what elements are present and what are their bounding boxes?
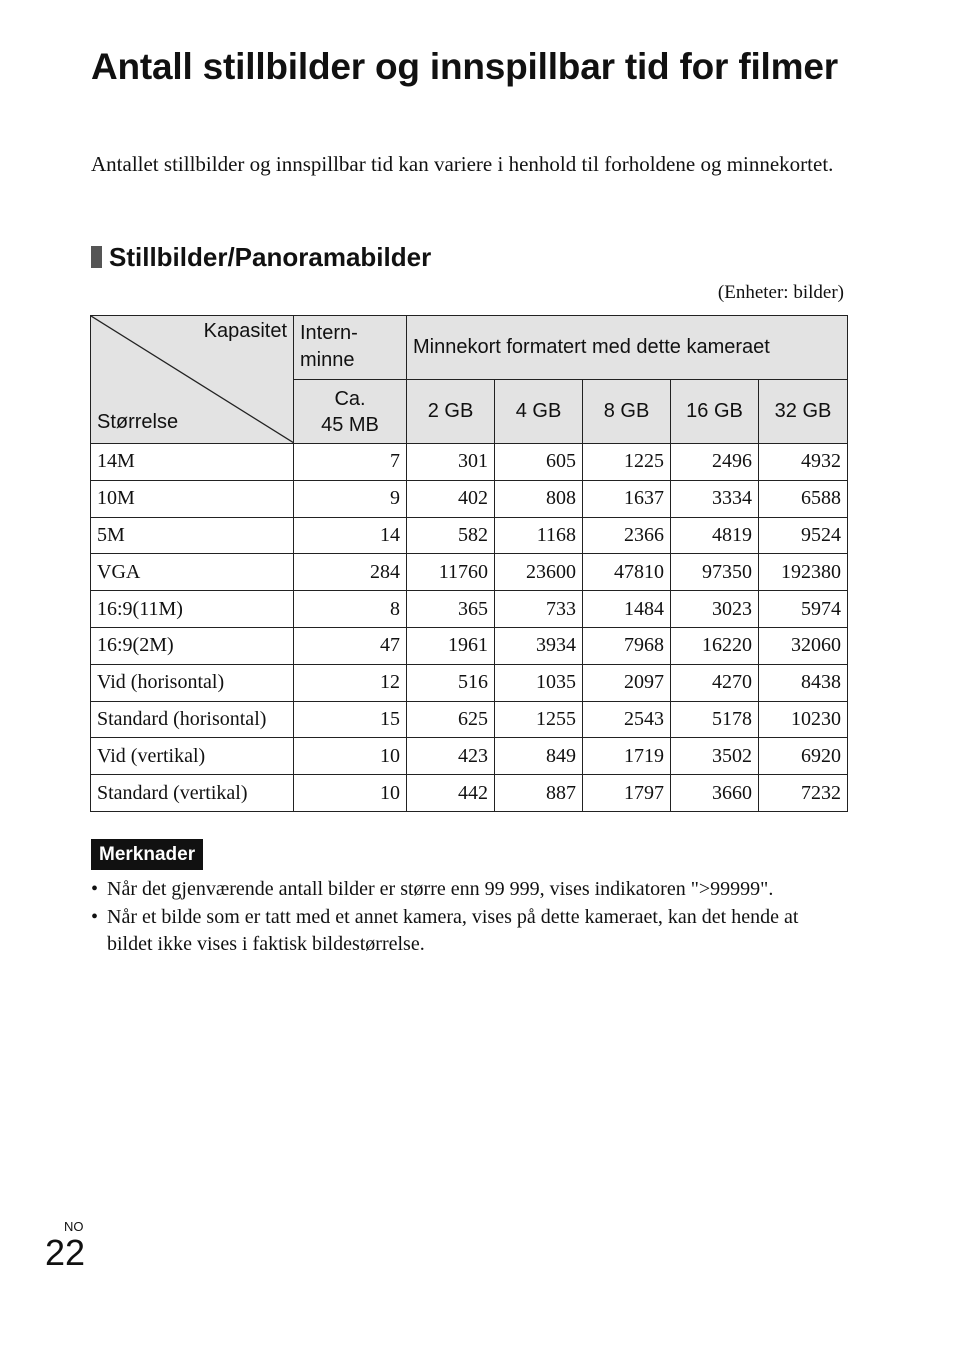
table-row — [91, 664, 848, 701]
bullet-icon: • — [91, 878, 99, 900]
image-count-cell: 6920 — [759, 738, 848, 775]
section-heading — [91, 240, 431, 274]
image-count-cell: 605 — [495, 444, 583, 481]
image-size-cell: 16:9(2M) — [91, 627, 294, 664]
image-count-cell: 1719 — [583, 738, 671, 775]
capacity-header-cell: 16 GB — [671, 380, 759, 444]
image-count-cell: 887 — [495, 775, 583, 812]
image-count-cell: 10 — [294, 738, 407, 775]
image-count-cell: 2366 — [583, 517, 671, 554]
table-row — [91, 444, 848, 481]
image-count-cell: 8 — [294, 591, 407, 628]
image-count-cell: 733 — [495, 591, 583, 628]
note-item — [91, 876, 821, 903]
internal-capacity-label: Ca. 45 MB — [321, 387, 379, 436]
image-size-cell: VGA — [91, 554, 294, 591]
table-row — [91, 517, 848, 554]
note-item — [91, 904, 821, 958]
image-count-cell: 8438 — [759, 664, 848, 701]
memory-card-header: Minnekort formatert med dette kameraet — [407, 316, 848, 380]
image-count-cell: 3934 — [495, 627, 583, 664]
image-count-cell: 1484 — [583, 591, 671, 628]
section-heading-text: Stillbilder/Panoramabilder — [109, 241, 432, 272]
image-size-cell: 16:9(11M) — [91, 591, 294, 628]
image-count-cell: 582 — [407, 517, 495, 554]
image-count-cell: 7968 — [583, 627, 671, 664]
image-count-cell: 32060 — [759, 627, 848, 664]
image-count-cell: 849 — [495, 738, 583, 775]
intro-paragraph: Antallet stillbilder og innspillbar tid kan variere i henhold til forholdene og minnekortet. — [91, 152, 834, 176]
image-count-cell: 4819 — [671, 517, 759, 554]
note-text: Når det gjenværende antall bilder er større enn 99 999, vises indikatoren ">99999". — [107, 878, 774, 900]
image-count-cell: 1035 — [495, 664, 583, 701]
image-count-cell: 4270 — [671, 664, 759, 701]
image-count-cell: 625 — [407, 701, 495, 738]
image-count-cell: 9 — [294, 480, 407, 517]
page-number: 22 — [45, 1232, 86, 1273]
corner-size-label: Størrelse — [97, 411, 179, 433]
table-row — [91, 627, 848, 664]
image-count-cell: 3502 — [671, 738, 759, 775]
image-count-cell: 12 — [294, 664, 407, 701]
image-count-cell: 1168 — [495, 517, 583, 554]
image-count-cell: 3660 — [671, 775, 759, 812]
image-count-cell: 2496 — [671, 444, 759, 481]
image-count-cell: 7232 — [759, 775, 848, 812]
image-count-cell: 2097 — [583, 664, 671, 701]
image-count-cell: 4932 — [759, 444, 848, 481]
table-row — [91, 480, 848, 517]
image-count-cell: 10 — [294, 775, 407, 812]
image-count-cell: 192380 — [759, 554, 848, 591]
internal-memory-label: Intern- minne — [300, 322, 358, 371]
image-size-cell: Vid (vertikal) — [91, 738, 294, 775]
image-count-cell: 423 — [407, 738, 495, 775]
image-count-cell: 97350 — [671, 554, 759, 591]
image-count-cell: 47810 — [583, 554, 671, 591]
image-count-cell: 402 — [407, 480, 495, 517]
image-count-cell: 284 — [294, 554, 407, 591]
table-row — [91, 554, 848, 591]
table-body — [91, 444, 848, 812]
image-count-cell: 10230 — [759, 701, 848, 738]
image-count-cell: 365 — [407, 591, 495, 628]
section-marker-icon — [91, 246, 102, 268]
image-count-cell: 11760 — [407, 554, 495, 591]
corner-header — [91, 316, 294, 444]
internal-memory-header — [294, 316, 407, 380]
image-count-cell: 16220 — [671, 627, 759, 664]
image-count-cell: 7 — [294, 444, 407, 481]
image-count-cell: 9524 — [759, 517, 848, 554]
image-count-cell: 5178 — [671, 701, 759, 738]
image-count-cell: 15 — [294, 701, 407, 738]
image-size-cell: Vid (horisontal) — [91, 664, 294, 701]
table-row — [91, 738, 848, 775]
image-count-cell: 442 — [407, 775, 495, 812]
image-count-cell: 3334 — [671, 480, 759, 517]
image-count-cell: 23600 — [495, 554, 583, 591]
image-size-cell: Standard (horisontal) — [91, 701, 294, 738]
corner-capacity-label: Kapasitet — [203, 320, 287, 342]
capacity-header-cell: 32 GB — [759, 380, 848, 444]
note-text: Når et bilde som er tatt med et annet kamera, vises på dette kameraet, kan det hende at bildet ikke vises i faktisk bildestørrelse. — [107, 906, 799, 955]
image-size-cell: Standard (vertikal) — [91, 775, 294, 812]
image-count-cell: 1225 — [583, 444, 671, 481]
image-count-cell: 1637 — [583, 480, 671, 517]
bullet-icon: • — [91, 906, 99, 928]
capacity-header-cell: 4 GB — [495, 380, 583, 444]
language-code: NO — [64, 1219, 84, 1234]
image-count-cell: 3023 — [671, 591, 759, 628]
table-row — [91, 591, 848, 628]
image-count-cell: 516 — [407, 664, 495, 701]
image-count-cell: 808 — [495, 480, 583, 517]
image-count-cell: 301 — [407, 444, 495, 481]
image-count-cell: 14 — [294, 517, 407, 554]
capacity-table — [90, 315, 848, 812]
capacity-header-cell: 2 GB — [407, 380, 495, 444]
page-title: Antall stillbilder og innspillbar tid for filmer — [91, 46, 838, 87]
image-count-cell: 5974 — [759, 591, 848, 628]
image-count-cell: 47 — [294, 627, 407, 664]
image-count-cell: 1961 — [407, 627, 495, 664]
notes-list — [91, 876, 821, 959]
image-count-cell: 1255 — [495, 701, 583, 738]
image-size-cell: 14M — [91, 444, 294, 481]
units-note: (Enheter: bilder) — [717, 282, 844, 303]
image-size-cell: 10M — [91, 480, 294, 517]
image-size-cell: 5M — [91, 517, 294, 554]
internal-capacity-header — [294, 380, 407, 444]
image-count-cell: 2543 — [583, 701, 671, 738]
image-count-cell: 1797 — [583, 775, 671, 812]
table-row — [91, 701, 848, 738]
image-count-cell: 6588 — [759, 480, 848, 517]
capacity-header-cell: 8 GB — [583, 380, 671, 444]
notes-label: Merknader — [91, 839, 203, 870]
table-row — [91, 775, 848, 812]
